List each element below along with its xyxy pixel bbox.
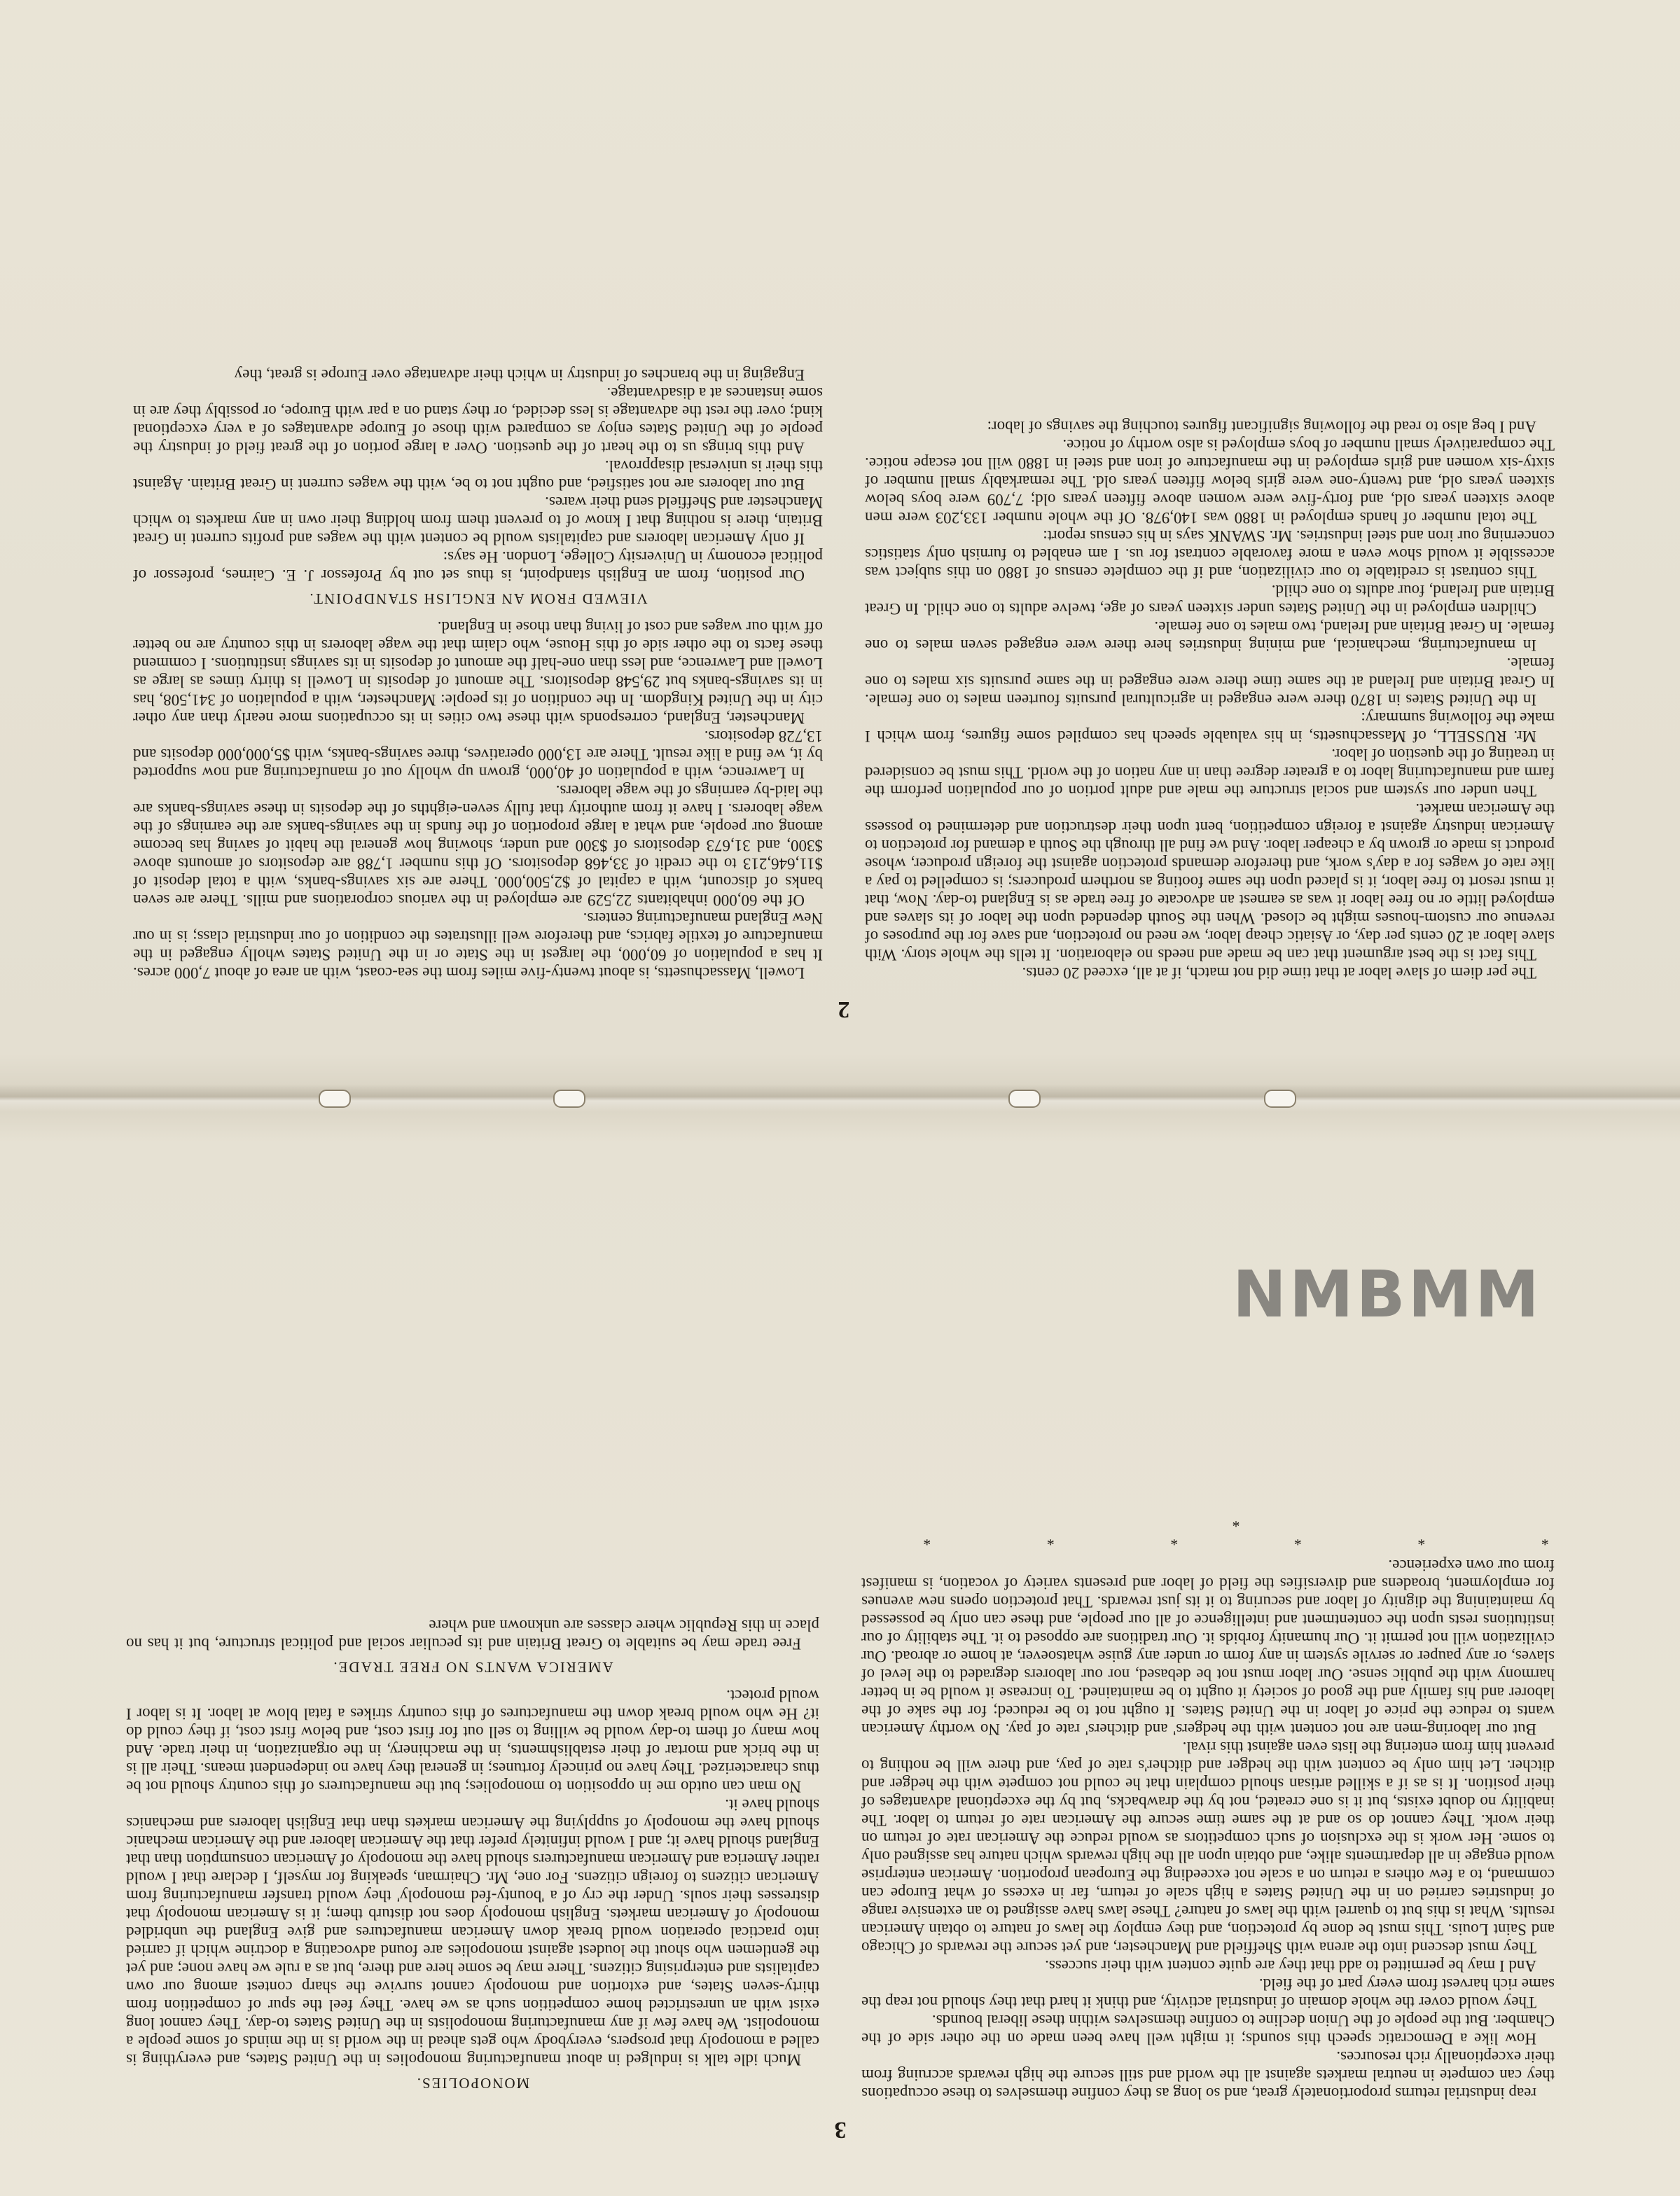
paragraph: Of the 60,000 inhabitants 22,529 are employed in the various corporations and mills. There are seven banks of discount, with a capital of $2,500,000. There are six savings-banks, with a total deposit of $11,646,213 to the credit of 33,468 depositors. Of this number 1,788 are depositors of amounts above $300, and 31,673 depositors of $300 and under, showing how general the habit of saving has become among our people, and what a large proportion of the funds in the savings-banks are the earnings of the wage laborers. I have it from authority that fully seven-eighths of the deposits in these savings-banks are the laid-by earnings of the wage laborers. (133, 782, 823, 909)
paragraph: In manufacturing, mechanical, and mining industries here there were engaged seven males to one female. In Great Britain and Ireland, two males to one female. (865, 618, 1555, 654)
page-number: 2 (838, 996, 850, 1022)
right-column (133, 366, 823, 982)
section-heading: AMERICA WANTS NO FREE TRADE. (332, 1659, 613, 1676)
paragraph: And I may be permitted to add that they are quite content with their success. (1045, 1957, 1536, 1975)
page-two (133, 28, 1555, 1022)
center-fold (0, 1084, 1680, 1112)
section-divider-stars: * * * * * * * (867, 1513, 1549, 1549)
paragraph: And I beg also to read the following significant figures touching the savings of labor: (987, 418, 1536, 436)
paragraph: reap industrial returns proportionately great, and so long as they confine themselves to these occupations they can compete in neutral markets against all the world and still secure the high rewards accruing from their exceptionally rich resources. (861, 2048, 1555, 2102)
paragraph: Mr. RUSSELL, of Massachusetts, in his valuable speech has compiled some figures, from which I make the following summary: (865, 709, 1555, 745)
paragraph: Manchester, England, corresponds with these two cities in its occupations more nearly than any other city in the United Kingdom. In the condition of its people: Manchester, with a population of 341,508, has in its savings-banks but 29,548 depositors. The amount of deposits in Lowell is thirty times as large as Lowell and Lawrence, and less than one-half the amount of deposits in its savings institutions. I commend these facts to the other side of this House, who claim that the wage laborers in this country are no better off with our wages and cost of living than those in England. (133, 618, 823, 727)
paragraph: They must descend into the arena with Sheffield and Manchester, and yet secure the rewards of Chicago and Saint Louis. This must be done by protection, and they employ the laws of nature to obtain American results. What is this but to quarrel with the laws of nature? These laws have assigned to an extensive range of industries carried on in the United States a high scale of return, far in excess of what Europe can command, to a few others a return on a scale not exceeding the European proportion. American enterprise would engage in all departments alike, and obtain upon all the high rewards which nature has assigned only to some. Her work is the exclusion of such competitors as would reduce the American rate of return on their work. They cannot do so and at the same time secure the American rate of return to labor. The inability no doubt exists, but it is one created, not by the drawbacks, but by the exceptional advantages of their position. It is as if a skilled artisan should complain that he could not compete with the hedger and ditcher. Let him only be content with the hedger and ditcher's rate of pay, and there will be nothing to prevent him from entering the lists even against this rival. (861, 1739, 1555, 1957)
paragraph: But our laboring-men are not content with the hedgers' and ditchers' rate of pay. No worthy American wants to reduce the price of labor in the United States. It ought not to be reduced; for the sake of the laborer and his family and the good of society it ought to be maintained. To increase it would be in better harmony with the public sense. Our labor must not be debased, nor our laborers degraded to the level of slaves, or any pauper or servile system in any form or under any guise whatsoever, at home or abroad. Our civilization will not permit it. Our humanity forbids it. Our traditions are opposed to it. The stability of our institutions rests upon the contentment and intelligence of all our people, and these can only be possessed by maintaining the dignity of labor and securing to it its just rewards. That protection opens new avenues for employment, broadens and diversifies the field of labor and presents variety of vocation, is manifest from our own experience. (861, 1557, 1555, 1738)
binding-hole (553, 1090, 585, 1108)
paragraph: Our position, from an English standpoint, is thus set out by Professor J. E. Cairnes, professor of political economy in University College, London. He says: (133, 548, 823, 584)
left-column (865, 366, 1555, 982)
paragraph: Free trade may be suitable to Great Britain and its peculiar social and political structure, but it has no place in this Republic where classes are unknown and where (126, 1617, 819, 1653)
page-three (126, 1190, 1555, 2143)
binding-hole (1264, 1090, 1296, 1108)
paragraph: In Lawrence, with a population of 40,000, grown up wholly out of manufacturing and now supported by it, we find a like result. There are 13,000 operatives, three savings-banks, with $5,000,000 deposits and 13,728 depositors. (133, 728, 823, 781)
paragraph: How like a Democratic speech this sounds; it might well have been made on the other side of the Chamber. But the people of the Union decline to confine themselves within these liberal bounds. (861, 2012, 1555, 2048)
binding-hole (1008, 1090, 1041, 1108)
paragraph: Lowell, Massachusetts, is about twenty-five miles from the sea-coast, with an area of about 7,000 acres. It has a population of 60,000, the largest in the State or in the United States wholly engaged in the manufacture of textile fabrics, and therefore well illustrates the condition of our industrial class; is in our New England manufacturing centers. (133, 910, 823, 982)
binding-hole (319, 1090, 351, 1108)
paragraph: Then under our system and social structure the male and adult portion of our population perform the farm and manufacturing labor to a greater degree than in any nation of the world. This must be considered in treating of the question of labor. (865, 746, 1555, 800)
paragraph: The per diem of slave labor at that time did not match, if at all, exceed 20 cents. (1022, 964, 1536, 982)
paragraph: Children employed in the United States under sixteen years of age, twelve adults to one child. In Great Britain and Ireland, four adults to one child. (865, 582, 1555, 618)
paragraph: And this brings us to the heart of the question. Over a large portion of the great field of industry the people of the United States enjoy as compared with those of Europe advantages of a very exceptional kind; over the rest the advantage is less decided, or they stand on a par with Europe, or possibly they are in some instances at a disadvantage. (133, 384, 823, 457)
section-heading: MONOPOLIES. (415, 2075, 530, 2092)
section-heading: VIEWED FROM AN ENGLISH STANDPOINT. (308, 590, 648, 607)
paragraph: This contrast is creditable to our civilization, and if the complete census of 1880 on this subject was accessible it would show even a more favorable contrast for us. I am enabled to furnish only statistics concerning our iron and steel industries. Mr. SWANK says in his census report: (865, 527, 1555, 581)
paragraph: If only American laborers and capitalists would be content with the wages and profits current in Great Britain, there is nothing that I know of to prevent them from holding their own in any markets to which Manchester and Sheffield send their wares. (133, 494, 823, 548)
paragraph: The total number of hands employed in 1880 was 140,978. Of the whole number 133,203 were men above sixteen years old, and forty-five were women above fifteen years old; 7,709 were boys below sixteen years old, and twenty-one were girls below fifteen years old. The remarkably small number of sixty-six women and girls employed in the manufacture of iron and steel in 1880 will not escape notice. The comparatively small number of boys employed is also worthy of notice. (865, 436, 1555, 527)
paragraph: They would cover the whole domain of industrial activity, and think it hard that they should not reap the same rich harvest from every part of the field. (861, 1975, 1555, 2011)
left-column (861, 1506, 1555, 2102)
watermark-logo: NMBMM (1233, 1257, 1542, 1332)
right-column (126, 1506, 819, 2102)
paragraph: But our laborers are not satisfied, and ought not to be, with the wages current in Great Britain. Against this their is universal disapproval. (133, 457, 823, 493)
paragraph: Much idle talk is indulged in about manufacturing monopolies in the United States, and everything is called a monopoly that prospers, everybody who gets ahead in the world is in the minds of some people a monopolist. We have few if any manufacturing monopolists in the United States to-day. They cannot long exist with an unrestricted home competition such as we have. They feel the spur of competition from thirty-seven States, and extortion and monopoly cannot survive the sharp contest among our own capitalists and enterprising citizens. There may be some here and there, but as a rule we have none; and yet the gentlemen who shout the loudest against monopolies are found advocating a doctrine which if carried into practical operation would break down American manufactures and give England the unbridled monopoly of American markets. English monopoly does not disturb them; it is American monopoly that distresses their souls. Under the cry of a 'bounty-fed monopoly' they would transfer manufacturing from American citizens to foreign citizens. For one, Mr. Chairman, speaking for myself, I declare that I would rather America and American manufacturers should have the monopoly of American consumption than that England should have it; and I would infinitely prefer that the American laborer and the American mechanic should have the monopoly of supplying the American markets than that English laborers and mechanics should have it. (126, 1796, 819, 2069)
page-number: 3 (834, 2117, 847, 2143)
paragraph: In the United States in 1870 there were engaged in agricultural pursuits fourteen males to one female. In Great Britain and Ireland at the same time there were engaged in the same pursuits six males to one female. (865, 655, 1555, 709)
paragraph: This fact is the best argument that can be made and needs no elaboration. It tells the whole story. With slave labor at 20 cents per day, or Asiatic cheap labor, we need no protection, and save for the purposes of revenue our custom-houses might be closed. When the South depended upon the labor of its slaves and employed little or no free labor it was as earnest an advocate of free trade as is England to-day. Now, that it must resort to free labor, it is placed upon the same footing as northern producers; is compelled to pay a like rate of wages for a day's work, and therefore demands protection against the foreign producer, whose product is made or grown by a cheaper labor. And we find all through the South a demand for protection to American industry against a foreign competition, bent upon their destruction and determined to possess the American market. (865, 800, 1555, 964)
paragraph: Engaging in the branches of industry in which their advantage over Europe is great, they (234, 366, 805, 384)
paragraph: No man can outdo me in opposition to monopolies; but the manufacturers of this country should not be thus characterized. They have no princely fortunes; in general they have no independent means. Their all is in the brick and mortar of their establishments, in the machinery, in the organization, in their trade. And how many of them to-day would be willing to sell out for first cost, and below first cost, if they could do it? He who would break down the manufactures of this country strikes a fatal blow at labor. It is labor I would protect. (126, 1687, 819, 1795)
